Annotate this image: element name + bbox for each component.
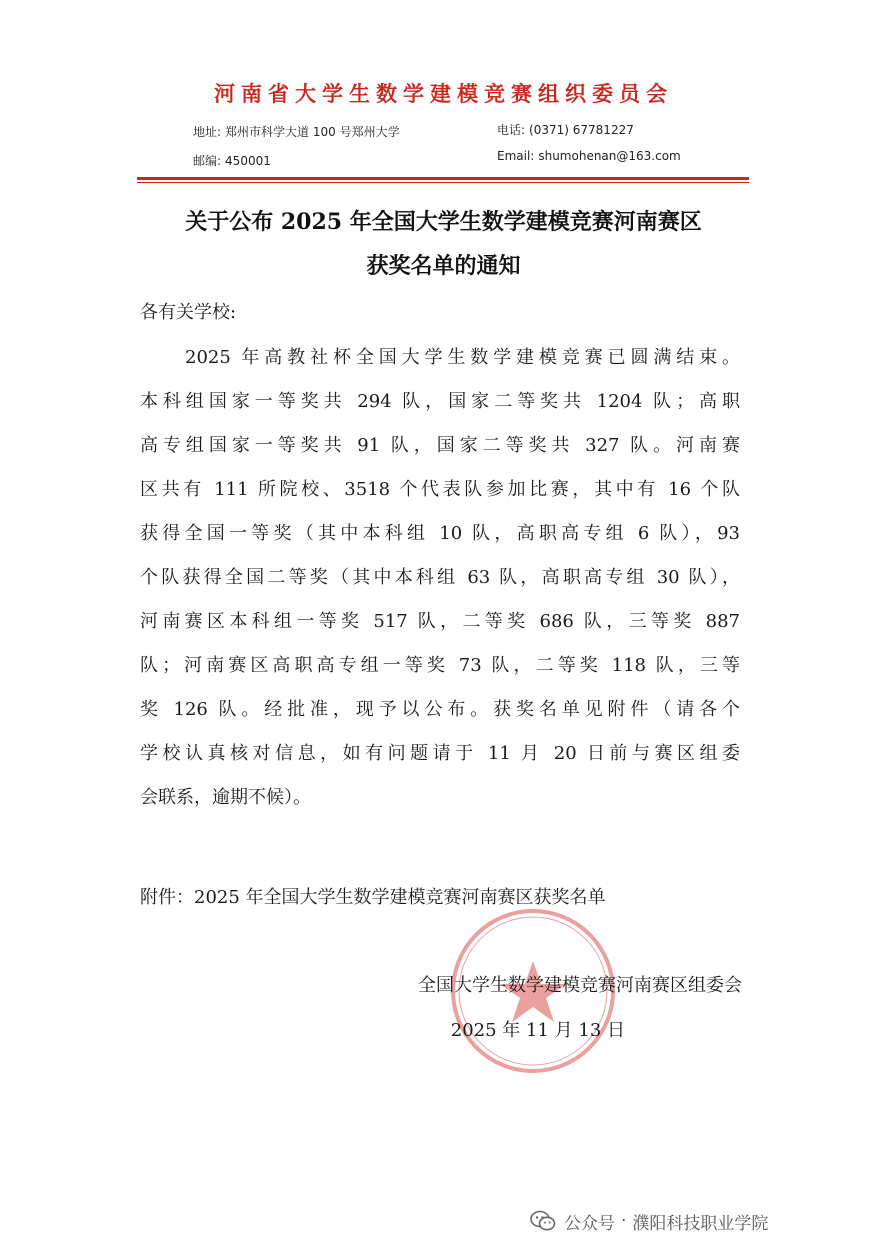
phone-value: (0371) 67781227 bbox=[529, 123, 634, 137]
phone-line bbox=[497, 121, 634, 138]
phone-label: 电话: bbox=[497, 123, 526, 137]
email-line bbox=[497, 149, 681, 163]
signer-name: 全国大学生数学建模竞赛河南赛区组委会 bbox=[418, 975, 742, 996]
footer-label: 公众号 bbox=[564, 1213, 615, 1234]
body-line: 队；河南赛区高职高专组一等奖 73 队，二等奖 118 队，三等 bbox=[140, 655, 740, 676]
body-line: 2025 年高教社杯全国大学生数学建模竞赛已圆满结束。 bbox=[185, 347, 740, 368]
org-name: 河南省大学生数学建模竞赛组织委员会 bbox=[214, 82, 673, 106]
body-line: 获得全国一等奖（其中本科组 10 队，高职高专组 6 队），93 bbox=[140, 523, 740, 544]
address-label: 地址: bbox=[193, 125, 222, 139]
body-line: 河南赛区本科组一等奖 517 队，二等奖 686 队，三等奖 887 bbox=[140, 611, 740, 632]
email-label: Email: bbox=[497, 149, 535, 163]
body-line: 会联系，逾期不候）。 bbox=[140, 787, 311, 808]
body-line: 学校认真核对信息，如有问题请于 11 月 20 日前与赛区组委 bbox=[140, 743, 740, 764]
footer-account: 濮阳科技职业学院 bbox=[632, 1213, 769, 1234]
postcode-line bbox=[193, 152, 271, 169]
body-line: 区共有 111 所院校、3518 个代表队参加比赛，其中有 16 个队 bbox=[140, 479, 740, 500]
address-value: 郑州市科学大道 100 号郑州大学 bbox=[225, 125, 400, 139]
address-line bbox=[193, 123, 400, 140]
postcode-value: 450001 bbox=[225, 154, 271, 168]
attachment-note: 附件：2025 年全国大学生数学建模竞赛河南赛区获奖名单 bbox=[140, 887, 606, 908]
postcode-label: 邮编: bbox=[193, 154, 222, 168]
wechat-footer bbox=[530, 1206, 768, 1236]
email-value: shumohenan@163.com bbox=[538, 149, 681, 163]
body-line: 个队获得全国二等奖（其中本科组 63 队，高职高专组 30 队）， bbox=[140, 567, 740, 588]
issue-date: 2025 年 11 月 13 日 bbox=[450, 1020, 625, 1041]
letterhead-rule-thick bbox=[137, 177, 749, 180]
salutation: 各有关学校: bbox=[140, 302, 237, 323]
body-line: 本科组国家一等奖共 294 队，国家二等奖共 1204 队；高职 bbox=[140, 391, 740, 412]
notice-title-line2: 获奖名单的通知 bbox=[366, 253, 521, 279]
letterhead-rule-thin bbox=[137, 182, 749, 183]
wechat-icon bbox=[530, 1210, 556, 1232]
footer-separator: · bbox=[621, 1211, 627, 1231]
body-line: 高专组国家一等奖共 91 队，国家二等奖共 327 队。河南赛 bbox=[140, 435, 740, 456]
notice-title-line1: 关于公布 2025 年全国大学生数学建模竞赛河南赛区 bbox=[185, 209, 702, 235]
body-line: 奖 126 队。经批准，现予以公布。获奖名单见附件（请各个 bbox=[140, 699, 740, 720]
